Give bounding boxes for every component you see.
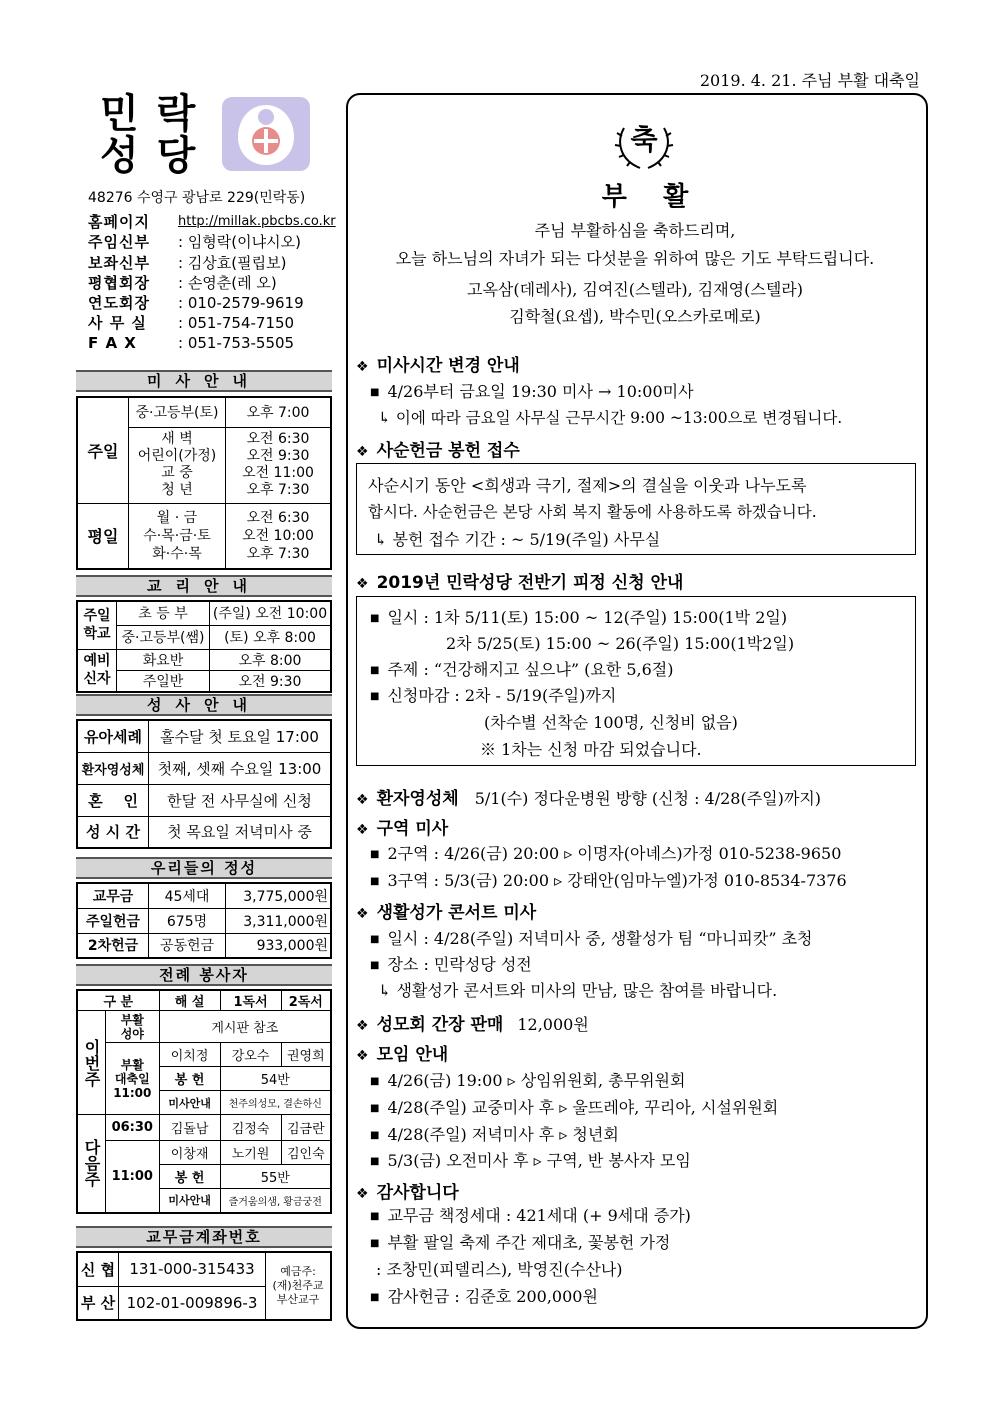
sacrament-table — [76, 719, 332, 849]
offering-key: 주일헌금 — [77, 908, 149, 933]
account-holder: 예금주: (재)천주교 부산교구 — [266, 1252, 332, 1320]
contact-key: 평협회장 — [88, 273, 150, 292]
sacrament-value: 첫 목요일 저녁미사 중 — [149, 816, 332, 848]
contact-key: 주임신부 — [88, 233, 150, 252]
list-item: ↳ 이에 따라 금요일 사무실 근무시간 9:00 ~13:00으로 변경됩니다. — [378, 409, 843, 427]
class-group: 화요반 — [117, 649, 210, 670]
date-line: 2019. 4. 21. 주님 부활 대축일 — [699, 71, 920, 90]
pre-label: 예비 신자 — [77, 649, 117, 692]
guide-label: 미사안내 — [159, 1091, 220, 1115]
offer-label: 봉 헌 — [159, 1165, 220, 1189]
servers-section — [76, 964, 332, 1214]
vigil-label: 부활 성야 — [106, 1011, 160, 1043]
section-heading: ❖ 감사합니다 — [356, 1183, 459, 1203]
next-week-label: 다음주 — [77, 1115, 106, 1213]
mass-schedule — [76, 370, 332, 570]
list-item: ■ 일시 : 1차 5/11(토) 15:00 ~ 12(주일) 15:00(1박 2일) — [370, 608, 788, 627]
offering-key: 교무금 — [77, 883, 149, 908]
offering-title: 우리들의 정성 — [76, 857, 332, 879]
section-heading: ❖ 사순헌금 봉헌 접수 — [356, 441, 520, 461]
class-time: 오후 8:00 — [210, 649, 332, 670]
offer-value: 54반 — [220, 1067, 331, 1091]
mass-time: 오전 6:30 오전 10:00 오후 7:30 — [226, 503, 332, 569]
sunday-label: 주일 — [77, 397, 129, 503]
offering-table — [76, 882, 332, 959]
server-name: 권영희 — [281, 1043, 331, 1067]
church-logo-icon — [222, 97, 310, 171]
diamond-icon: ❖ — [356, 1018, 369, 1034]
account-number: 102-01-009896-3 — [119, 1286, 266, 1320]
offering-count: 45세대 — [149, 883, 226, 908]
catechism-title: 교리안내 — [76, 575, 332, 597]
class-group: 주일반 — [117, 670, 210, 692]
guide-label: 미사안내 — [159, 1189, 220, 1213]
school-label: 주일 학교 — [77, 601, 117, 649]
contact-value: : 손영춘(레 오) — [178, 273, 277, 292]
time-label: 06:30 — [106, 1115, 160, 1141]
offer-value: 55반 — [220, 1165, 331, 1189]
list-item: ■ 일시 : 4/28(주일) 저녁미사 중, 생활성가 팀 “마니피캇” 초청 — [370, 929, 813, 948]
servers-table — [76, 989, 332, 1214]
sacrament-key: 환자영성체 — [77, 752, 149, 784]
list-item: ■ 신청마감 : 2차 - 5/19(주일)까지 — [370, 686, 617, 705]
account-section — [76, 1226, 332, 1321]
list-item: ■ 장소 : 민락성당 성전 — [370, 955, 532, 974]
diamond-icon: ❖ — [356, 792, 369, 808]
sacrament-value: 홀수달 첫 토요일 17:00 — [149, 720, 332, 752]
account-table — [76, 1251, 332, 1321]
diamond-icon: ❖ — [356, 359, 369, 375]
vigil-value: 게시판 참조 — [159, 1011, 331, 1043]
guide-value: 즐거움의샘, 황금궁전 — [220, 1189, 331, 1213]
easter-line: 김학철(요셉), 박수민(오스카로메로) — [509, 307, 761, 326]
contact-key: 사 무 실 — [88, 314, 147, 333]
contact-key: 보좌신부 — [88, 253, 150, 272]
sacrament-key: 유아세례 — [77, 720, 149, 752]
mass-group: 중·고등부(토) — [129, 397, 226, 427]
section-heading: ❖ 성모회 간장 판매 12,000원 — [356, 1015, 589, 1035]
contact-value: : 051-754-7150 — [178, 314, 295, 333]
catechism-table — [76, 600, 332, 693]
diamond-icon: ❖ — [356, 906, 369, 922]
weekday-label: 평일 — [77, 503, 129, 569]
contact-value: : 010-2579-9619 — [178, 293, 304, 312]
diamond-icon: ❖ — [356, 1186, 369, 1202]
section-heading: ❖ 구역 미사 — [356, 819, 449, 839]
offer-label: 봉 헌 — [159, 1067, 220, 1091]
list-item: ■ 4/28(주일) 교중미사 후 ▹ 울뜨레야, 꾸리아, 시설위원회 — [370, 1098, 779, 1117]
col-header: 구 분 — [77, 990, 159, 1011]
list-item: ■ 주제 : “건강해지고 싶으냐” (요한 5,6절) — [370, 660, 674, 679]
offering-amount: 3,775,000원 — [226, 883, 332, 908]
diamond-icon: ❖ — [356, 822, 369, 838]
contact-info — [88, 188, 350, 354]
church-name-line2: 성당 — [100, 132, 214, 179]
list-item: ■ 4/26부터 금요일 19:30 미사 → 10:00미사 — [370, 382, 694, 401]
sacrament-value: 첫째, 셋째 수요일 13:00 — [149, 752, 332, 784]
class-group: 초 등 부 — [117, 601, 210, 625]
mass-title: 미사안내 — [76, 370, 332, 392]
server-name: 이창재 — [159, 1141, 220, 1165]
notice-text: ↳ 봉헌 접수 기간 : ~ 5/19(주일) 사무실 — [374, 530, 661, 549]
server-name: 김정숙 — [220, 1115, 281, 1141]
class-group: 중·고등부(쌤) — [117, 625, 210, 649]
easter-line: 고옥삼(데레사), 김여진(스텔라), 김재영(스텔라) — [466, 280, 803, 299]
contact-key: F A X — [88, 334, 137, 353]
celebration-badge: 축 — [630, 123, 658, 156]
sacrament-section — [76, 694, 332, 849]
server-name: 강오수 — [220, 1043, 281, 1067]
list-item: ※ 1차는 신청 마감 되었습니다. — [480, 740, 702, 759]
list-item: ■ 교무금 책정세대 : 421세대 (+ 9세대 증가) — [370, 1206, 691, 1225]
bank-name: 신 협 — [77, 1252, 119, 1286]
easter-line: 주님 부활하심을 축하드리며, — [534, 221, 736, 240]
server-name: 이치정 — [159, 1043, 220, 1067]
offering-section — [76, 857, 332, 959]
this-week-label: 이번주 — [77, 1011, 106, 1115]
homepage-link[interactable]: http://millak.pbcbs.co.kr — [178, 214, 336, 230]
mass-time: 오전 6:30 오전 9:30 오전 11:00 오후 7:30 — [226, 427, 332, 503]
class-time: 오전 9:30 — [210, 670, 332, 692]
contact-key: 연도회장 — [88, 293, 150, 312]
section-heading: ❖ 2019년 민락성당 전반기 피정 신청 안내 — [356, 573, 684, 593]
server-name: 김인숙 — [281, 1141, 331, 1165]
list-item: 2차 5/25(토) 15:00 ~ 26(주일) 15:00(1박2일) — [446, 634, 795, 653]
col-header: 2독서 — [281, 990, 331, 1011]
section-heading: ❖ 생활성가 콘서트 미사 — [356, 903, 537, 923]
contact-key: 홈페이지 — [88, 213, 150, 232]
servers-title: 전례 봉사자 — [76, 964, 332, 986]
account-title: 교무금계좌번호 — [76, 1226, 332, 1248]
section-heading: ❖ 환자영성체 5/1(수) 정다운병원 방향 (신청 : 4/28(주일)까지) — [356, 789, 822, 809]
list-item: (차수별 선착순 100명, 신청비 없음) — [484, 713, 738, 732]
mass-group: 월 · 금 수·목·금·토 화·수·목 — [129, 503, 226, 569]
list-item: ■ 3구역 : 5/3(금) 20:00 ▹ 강태안(임마누엘)가정 010-8534-7376 — [370, 871, 847, 890]
church-name-line1: 민락 — [100, 90, 214, 137]
diamond-icon: ❖ — [356, 576, 369, 592]
notice-text: 사순시기 동안 <희생과 극기, 절제>의 결실을 이웃과 나누도록 — [368, 476, 807, 495]
easter-title: 부 활 — [601, 182, 689, 212]
contact-value: : 임형락(이냐시오) — [178, 233, 301, 252]
contact-value: : 김상효(필립보) — [178, 253, 287, 272]
guide-value: 천주의성모, 결손하신 — [220, 1091, 331, 1115]
list-item: ■ 4/28(주일) 저녁미사 후 ▹ 청년회 — [370, 1125, 619, 1144]
bank-name: 부 산 — [77, 1286, 119, 1320]
mass-table — [76, 396, 332, 570]
list-item: ■ 부활 팔일 축제 주간 제대초, 꽃봉헌 가정 — [370, 1233, 671, 1252]
col-header: 해 설 — [159, 990, 220, 1011]
section-heading: ❖ 미사시간 변경 안내 — [356, 356, 520, 376]
offering-count: 공동헌금 — [149, 933, 226, 958]
sacrament-value: 한달 전 사무실에 신청 — [149, 784, 332, 816]
col-header: 1독서 — [220, 990, 281, 1011]
section-heading: ❖ 모임 안내 — [356, 1045, 449, 1065]
catechism-section — [76, 575, 332, 693]
offering-amount: 933,000원 — [226, 933, 332, 958]
server-name: 노기원 — [220, 1141, 281, 1165]
offering-key: 2차헌금 — [77, 933, 149, 958]
contact-value: : 051-753-5505 — [178, 334, 295, 353]
account-number: 131-000-315433 — [119, 1252, 266, 1286]
list-item: ■ 감사헌금 : 김준호 200,000원 — [370, 1287, 598, 1306]
diamond-icon: ❖ — [356, 444, 369, 460]
server-name: 김돌남 — [159, 1115, 220, 1141]
list-item: ■ 4/26(금) 19:00 ▹ 상임위원회, 총무위원회 — [370, 1071, 686, 1090]
list-item: ■ 2구역 : 4/26(금) 20:00 ▹ 이명자(아녜스)가정 010-5238-9650 — [370, 844, 842, 863]
address: 48276 수영구 광남로 229(민락동) — [88, 190, 306, 206]
notice-text: 합시다. 사순헌금은 본당 사회 복지 활동에 사용하도록 하겠습니다. — [368, 503, 817, 521]
server-name: 김금란 — [281, 1115, 331, 1141]
mass-time: 오후 7:00 — [226, 397, 332, 427]
day-label: 부활 대축일 11:00 — [106, 1043, 160, 1115]
list-item: : 조창민(피델리스), 박영진(수산나) — [376, 1260, 623, 1279]
offering-count: 675명 — [149, 908, 226, 933]
easter-line: 오늘 하느님의 자녀가 되는 다섯분을 위하여 많은 기도 부탁드립니다. — [395, 249, 875, 268]
sacrament-title: 성사안내 — [76, 694, 332, 716]
list-item: ■ 5/3(금) 오전미사 후 ▹ 구역, 반 봉사자 모임 — [370, 1151, 691, 1170]
offering-amount: 3,311,000원 — [226, 908, 332, 933]
time-label: 11:00 — [106, 1141, 160, 1213]
list-item: ↳ 생활성가 콘서트와 미사의 만남, 많은 참여를 바랍니다. — [378, 981, 778, 1000]
sacrament-key: 성 시 간 — [77, 816, 149, 848]
mass-group: 새 벽 어린이(가정) 교 중 청 년 — [129, 427, 226, 503]
class-time: (토) 오후 8:00 — [210, 625, 332, 649]
diamond-icon: ❖ — [356, 1048, 369, 1064]
class-time: (주일) 오전 10:00 — [210, 601, 332, 625]
sacrament-key: 혼 인 — [77, 784, 149, 816]
